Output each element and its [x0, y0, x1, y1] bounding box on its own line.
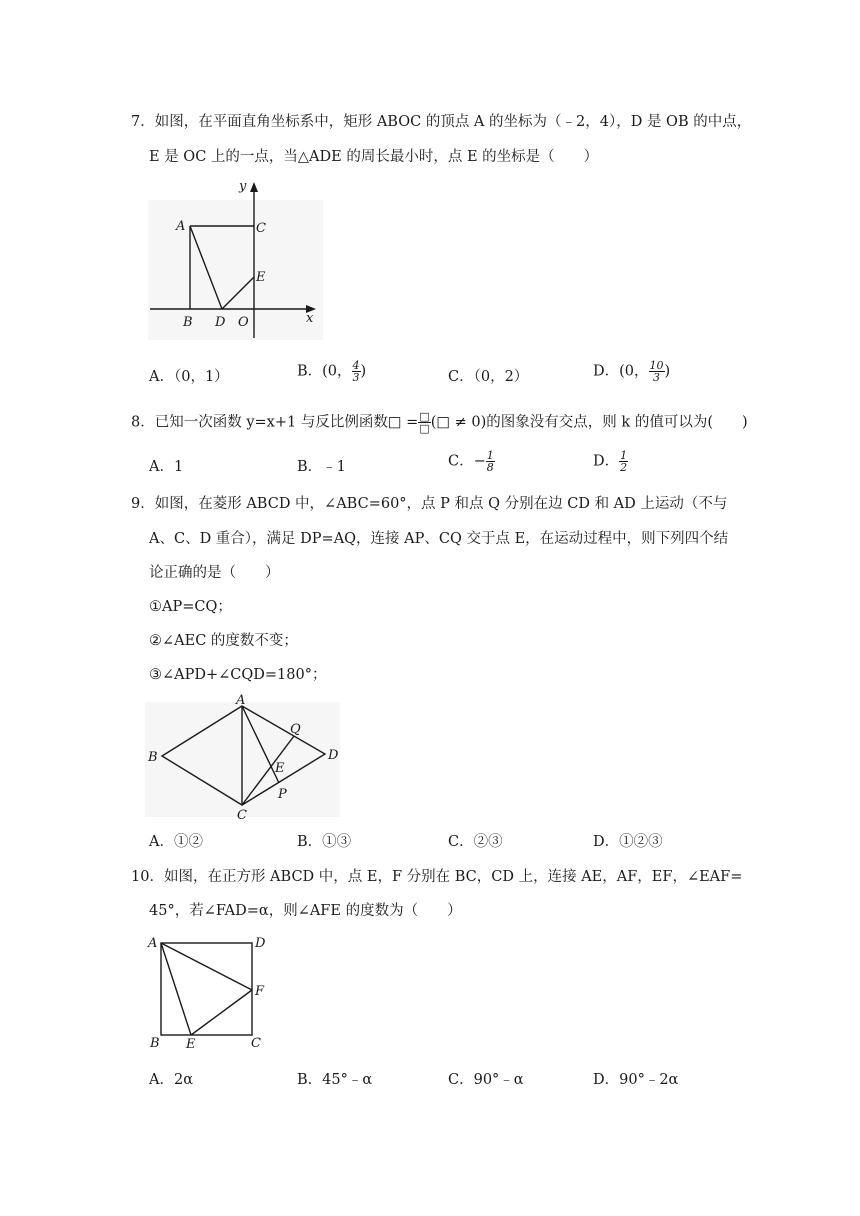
q7-label-A: A — [176, 219, 186, 234]
q9-option-a: A．①② — [149, 834, 203, 850]
q9-label-A: A — [236, 693, 246, 708]
q10-label-B: B — [150, 1036, 160, 1051]
q7-option-b-num: 4 — [352, 359, 360, 372]
q8-option-c — [448, 450, 495, 473]
q10-stem-line1: 10．如图，在正方形 ABCD 中，点 E，F 分别在 BC，CD 上，连接 AE，AF，EF，∠EAF= — [131, 869, 743, 885]
q10-label-F: F — [255, 984, 265, 999]
q9-statement-1: ①AP=CQ； — [149, 599, 232, 615]
q8-option-a: A．1 — [149, 459, 184, 475]
q7-option-b — [297, 360, 366, 383]
q7-label-x: x — [306, 311, 314, 326]
q10-option-a: A．2α — [149, 1072, 193, 1088]
q7-option-d — [593, 360, 670, 383]
q8-stem-frac-num: □ — [419, 410, 430, 423]
q9-label-C: C — [237, 808, 247, 823]
q8-option-c-den: 8 — [486, 461, 494, 474]
q9-rhombus-figure — [145, 692, 345, 822]
q7-option-d-fraction — [649, 360, 665, 383]
q9-option-c: C．②③ — [448, 834, 503, 850]
q8-stem — [131, 411, 748, 434]
q9-stem-line3: 论正确的是（ ） — [149, 565, 280, 581]
q10-label-E: E — [186, 1037, 196, 1052]
q8-option-d-fraction — [619, 450, 628, 473]
q8-stem-suffix: (□ ≠ 0)的图象没有交点，则 k 的值可以为( ) — [430, 414, 748, 431]
q7-option-b-fraction — [352, 360, 361, 383]
q10-label-A: A — [148, 936, 158, 951]
q7-label-E: E — [256, 270, 266, 285]
q7-label-O: O — [238, 315, 249, 330]
q7-label-B: B — [183, 315, 193, 330]
q10-label-D: D — [255, 936, 266, 951]
q8-stem-fraction — [418, 411, 430, 434]
q7-label-C: C — [256, 221, 266, 236]
q7-option-d-num: 10 — [649, 359, 664, 372]
q9-label-P: P — [278, 787, 287, 802]
q9-statement-3: ③∠APD+∠CQD=180°； — [149, 667, 327, 683]
q8-stem-prefix: 8．已知一次函数 y=x+1 与反比例函数□ = — [131, 414, 419, 431]
q7-label-y: y — [239, 179, 247, 194]
q9-stem-line1: 9．如图，在菱形 ABCD 中，∠ABC=60°，点 P 和点 Q 分别在边 CD 和 AD 上运动（不与 — [131, 496, 728, 512]
q8-option-c-fraction — [486, 450, 495, 473]
q8-option-d — [593, 450, 628, 473]
q10-option-c: C．90°﹣α — [448, 1072, 524, 1088]
q7-option-c: C．（0，2） — [448, 369, 529, 385]
q8-option-b: B．﹣1 — [297, 459, 346, 475]
q7-option-d-suffix: ) — [664, 363, 671, 380]
q9-statement-2: ②∠AEC 的度数不变； — [149, 633, 298, 649]
q8-option-d-num: 1 — [620, 449, 628, 462]
q7-option-d-prefix: D．(0， — [593, 363, 649, 380]
q9-label-B: B — [148, 750, 158, 765]
q7-option-b-den: 3 — [352, 371, 360, 384]
q10-stem-line2: 45°，若∠FAD=α，则∠AFE 的度数为（ ） — [149, 903, 462, 919]
q9-label-Q: Q — [290, 722, 301, 737]
q7-stem-line1: 7．如图，在平面直角坐标系中，矩形 ABOC 的顶点 A 的坐标为（﹣2，4），D 是 OB 的中点， — [131, 114, 752, 130]
q10-option-b: B．45°﹣α — [297, 1072, 373, 1088]
q9-label-D: D — [328, 748, 339, 763]
q7-option-b-prefix: B．(0， — [297, 363, 352, 380]
q8-option-c-prefix: C．− — [448, 453, 486, 470]
q7-stem-line2: E 是 OC 上的一点，当△ADE 的周长最小时，点 E 的坐标是（ ） — [149, 149, 599, 165]
q8-stem-frac-den: □ — [419, 422, 430, 435]
q7-option-b-suffix: ) — [360, 363, 367, 380]
q10-square-figure — [145, 933, 285, 1053]
q9-option-b: B．①③ — [297, 834, 352, 850]
q8-option-d-prefix: D． — [593, 453, 620, 470]
q9-option-d: D．①②③ — [593, 834, 663, 850]
q7-option-d-den: 3 — [653, 371, 661, 384]
q7-label-D: D — [215, 315, 226, 330]
q8-option-d-den: 2 — [620, 461, 628, 474]
q10-label-C: C — [251, 1036, 261, 1051]
q8-option-c-num: 1 — [486, 449, 494, 462]
q10-option-d: D．90°﹣2α — [593, 1072, 679, 1088]
q9-stem-line2: A、C、D 重合），满足 DP=AQ，连接 AP、CQ 交于点 E，在运动过程中，则下列四个结 — [149, 531, 729, 547]
q7-option-a: A．（0，1） — [149, 369, 229, 385]
q7-coordinate-figure — [148, 178, 348, 348]
q9-label-E: E — [275, 761, 285, 776]
